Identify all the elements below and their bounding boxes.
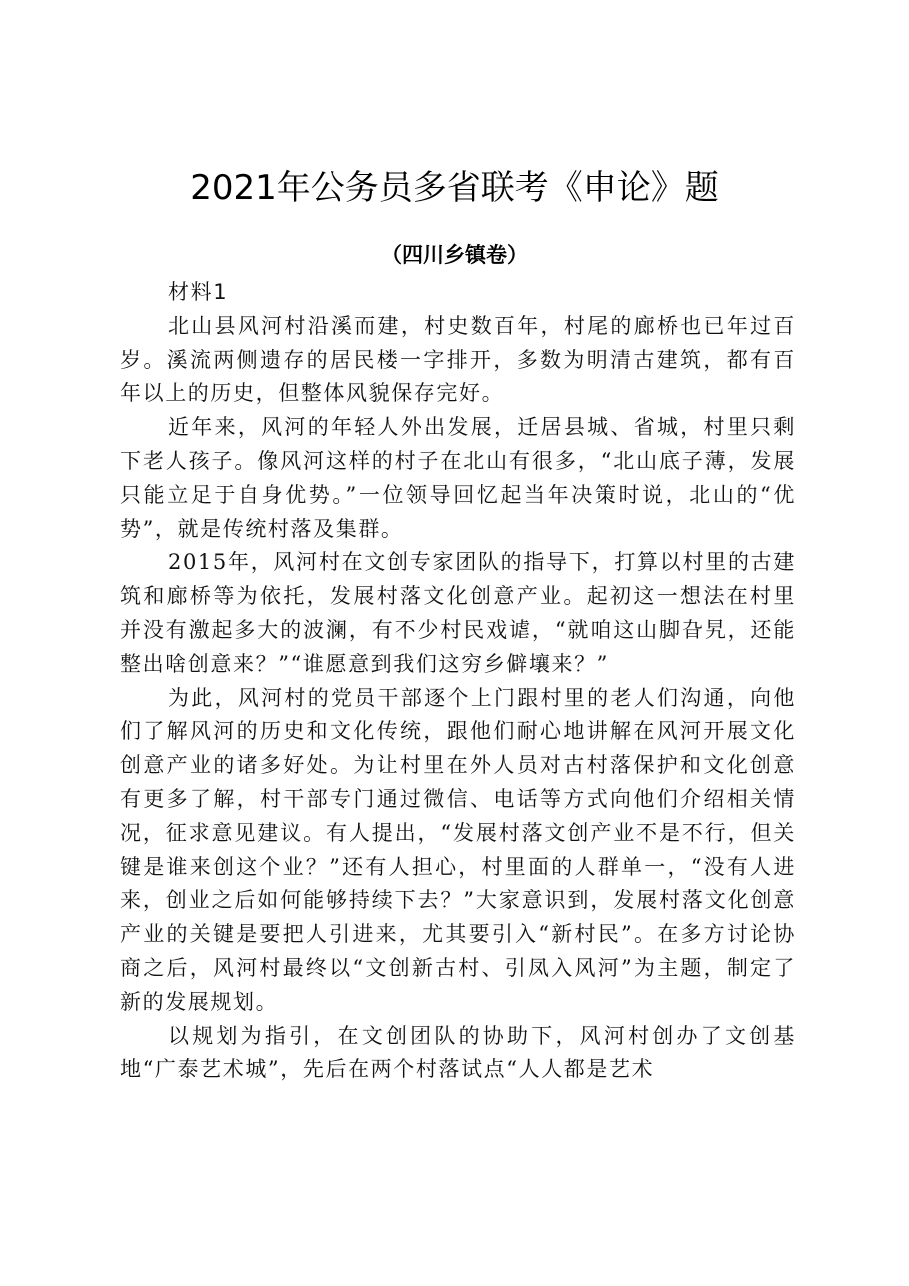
paragraph: 2015年，风河村在文创专家团队的指导下，打算以村里的古建筑和廊桥等为依托，发展村落文化创意产业。起初这一想法在村里并没有激起多大的波澜，有不少村民戏谑，“就咱这山脚旮旯，还能整出啥创意来？”“谁愿意到我们这穷乡僻壤来？”	[120, 550, 796, 676]
paragraph: 北山县风河村沿溪而建，村史数百年，村尾的廊桥也已年过百岁。溪流两侧遗存的居民楼一字排开，多数为明清古建筑，都有百年以上的历史，但整体风貌保存完好。	[120, 313, 796, 406]
paragraph: 为此，风河村的党员干部逐个上门跟村里的老人们沟通，向他们了解风河的历史和文化传统，跟他们耐心地讲解在风河开展文化创意产业的诸多好处。为让村里在外人员对古村落保护和文化创意有更多了解，村干部专门通过微信、电话等方式向他们介绍相关情况，征求意见建议。有人提出，“发展村落文创产业不是不行，但关键是谁来创这个业？”还有人担心，村里面的人群单一，“没有人进来，创业之后如何能够持续下去？”大家意识到，发展村落文化创意产业的关键是要把人引进来，尤其要引入“新村民”。在多方讨论协商之后，风河村最终以“文创新古村、引凤入风河”为主题，制定了新的发展规划。	[120, 685, 796, 1014]
section-label: 材料1	[168, 280, 229, 304]
paragraph: 近年来，风河的年轻人外出发展，迁居县城、省城，村里只剩下老人孩子。像风河这样的村子在北山有很多，“北山底子薄，发展只能立足于自身优势。”一位领导回忆起当年决策时说，北山的“优势”，就是传统村落及集群。	[120, 415, 796, 541]
document-title: 2021年公务员多省联考《申论》题	[190, 168, 719, 208]
document-subtitle: （四川乡镇卷）	[381, 242, 528, 267]
document-body	[120, 276, 796, 1087]
paragraph: 以规划为指引，在文创团队的协助下，风河村创办了文创基地“广泰艺术城”，先后在两个村落试点“人人都是艺术	[120, 1023, 796, 1082]
